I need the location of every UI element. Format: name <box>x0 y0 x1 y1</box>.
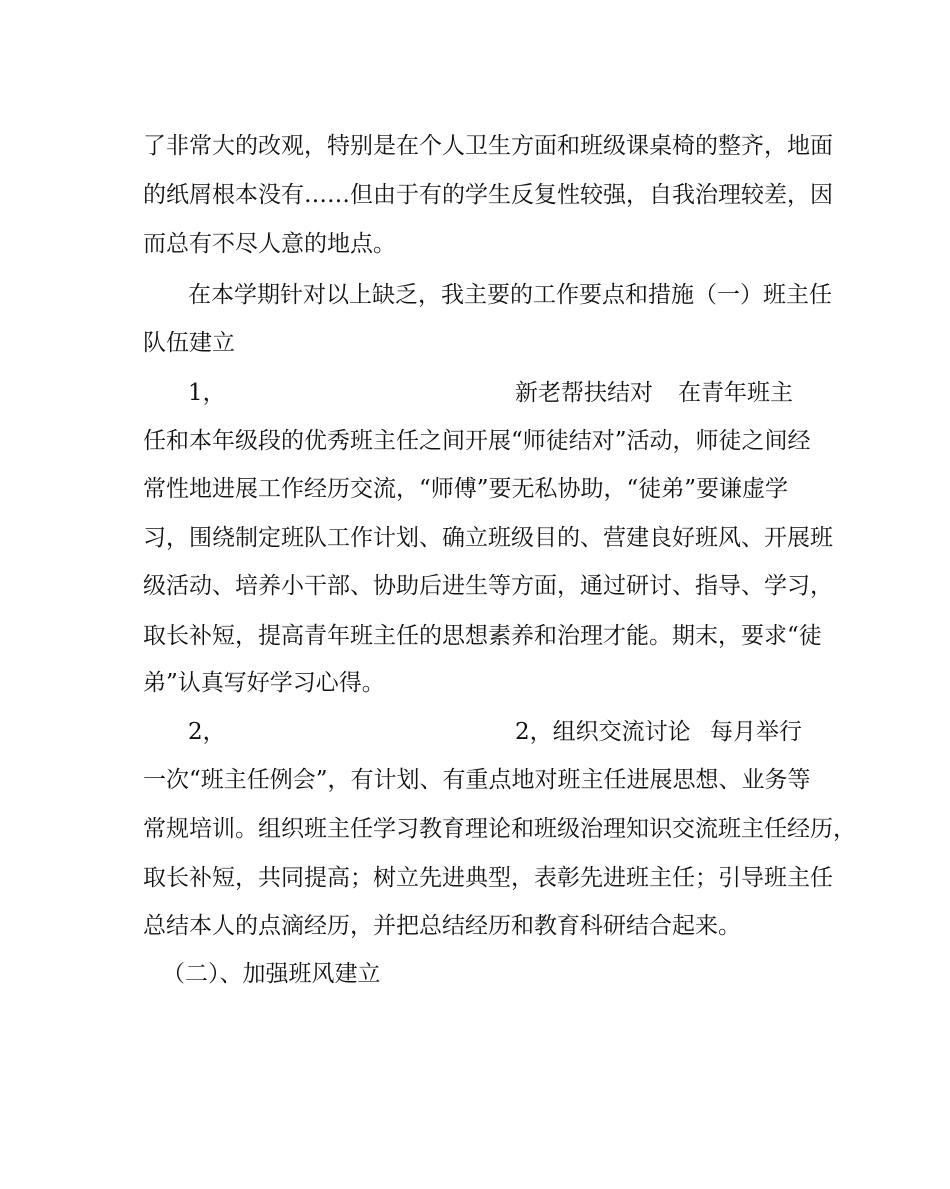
item-1-line-3: 常性地进展工作经历交流，“师傅”要无私协助，“徒弟”要谦虚学 <box>143 476 789 502</box>
item-1-line-6: 取长补短，提高青年班主任的思想素养和治理才能。期末，要求“徒 <box>143 623 822 649</box>
paragraph-2-line-2: 队伍建立 <box>143 330 235 356</box>
paragraph-2-line-1: 在本学期针对以上缺乏，我主要的工作要点和措施（一）班主任 <box>188 282 832 308</box>
item-2-lead: 每月举行 <box>710 719 802 745</box>
item-2-heading: 2，组织交流讨论 <box>515 719 691 745</box>
paragraph-1-line-1: 了非常大的改观，特别是在个人卫生方面和班级课桌椅的整齐，地面 <box>143 133 833 159</box>
paragraph-1-line-2: 的纸屑根本没有……但由于有的学生反复性较强，自我治理较差，因 <box>143 182 833 208</box>
item-2-line-2: 一次“班主任例会”，有计划、有重点地对班主任进展思想、业务等 <box>143 767 811 793</box>
item-2-line-4: 取长补短，共同提高；树立先进典型，表彰先进班主任；引导班主任 <box>143 865 833 891</box>
item-1-line-5: 级活动、培养小干部、协助后进生等方面，通过研讨、指导、学习， <box>143 573 833 599</box>
paragraph-1-line-3: 而总有不尽人意的地点。 <box>143 231 396 257</box>
section-2-heading: （二）、加强班风建立 <box>162 961 381 987</box>
item-2-line-5: 总结本人的点滴经历，并把总结经历和教育科研结合起来。 <box>143 913 741 939</box>
item-1-line-2: 任和本年级段的优秀班主任之间开展“师徒结对”活动，师徒之间经 <box>143 428 811 454</box>
item-1-line-7: 弟”认真写好学习心得。 <box>143 670 385 696</box>
item-1-heading: 新老帮扶结对 <box>515 380 653 406</box>
item-2-line-3: 常规培训。组织班主任学习教育理论和班级治理知识交流班主任经历， <box>143 816 856 842</box>
item-1-number: 1， <box>188 380 226 406</box>
item-1-lead: 在青年班主 <box>678 380 793 406</box>
item-2-number: 2， <box>188 719 226 745</box>
item-1-line-4: 习，围绕制定班队工作计划、确立班级目的、营建良好班风、开展班 <box>143 525 833 551</box>
